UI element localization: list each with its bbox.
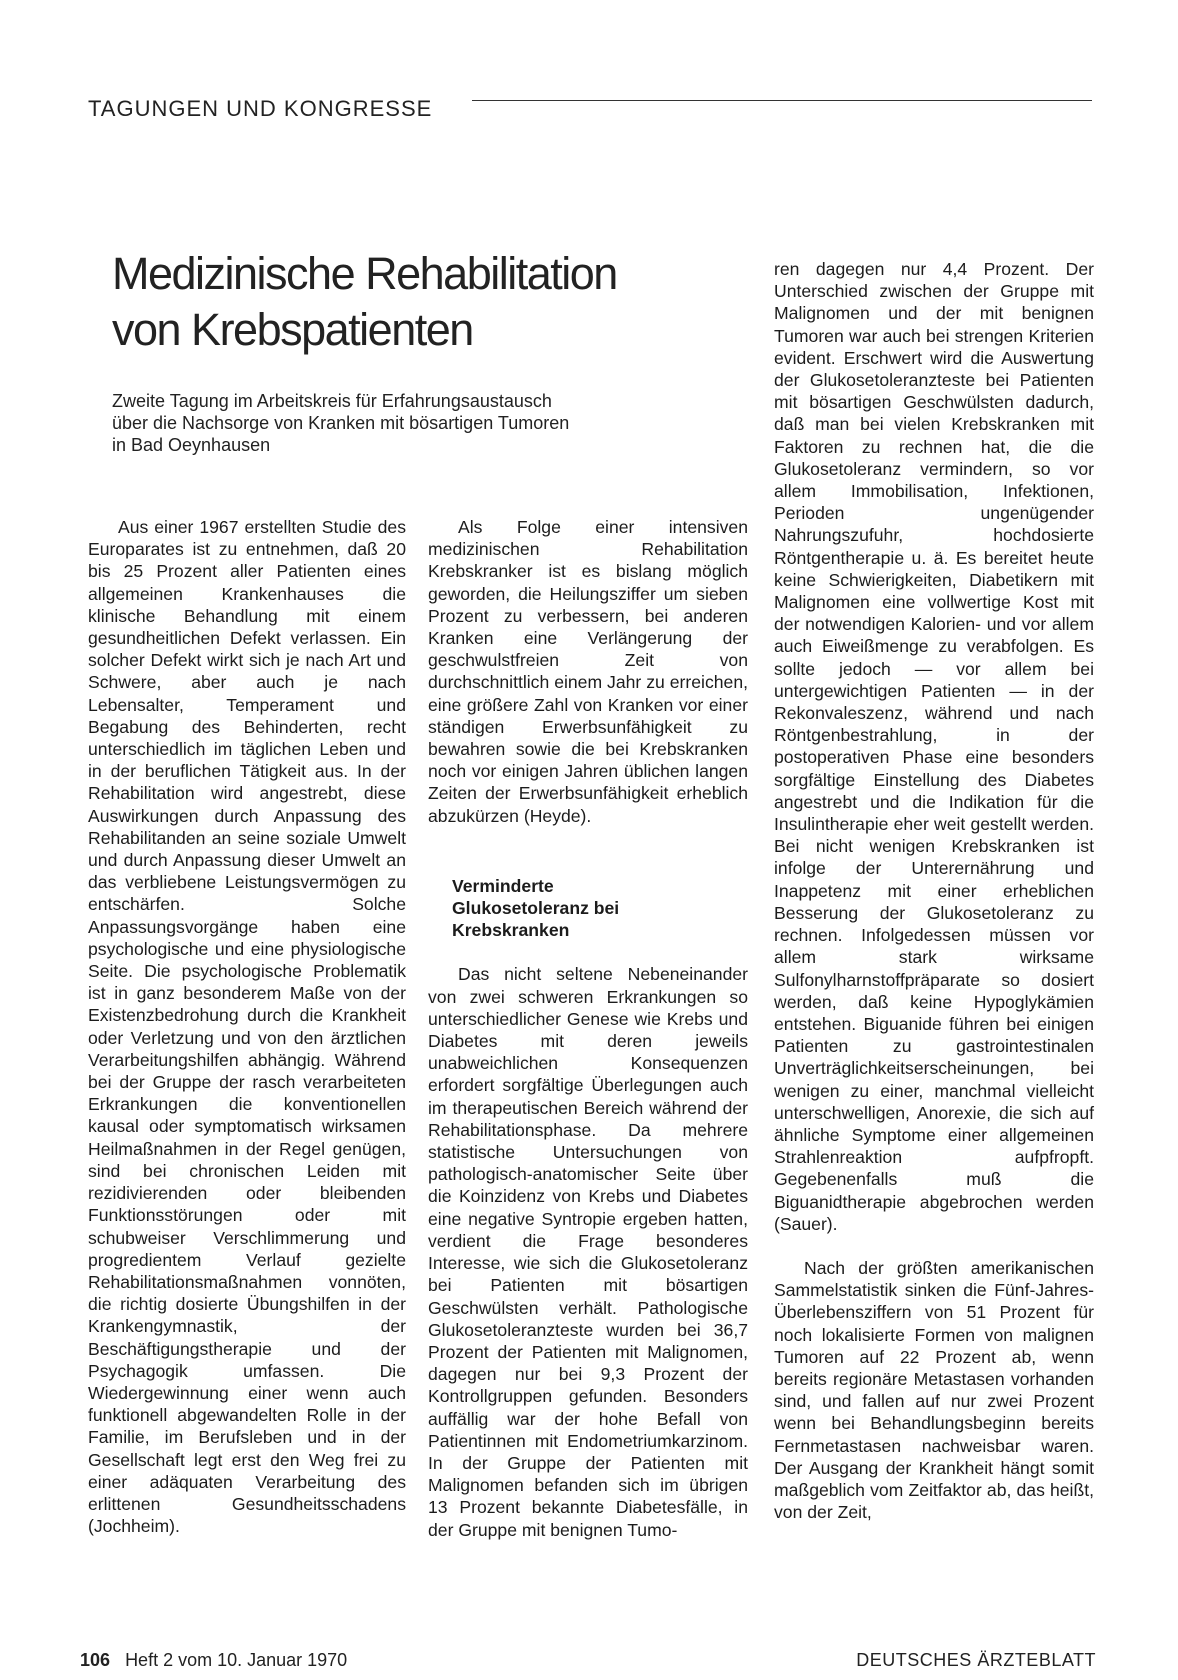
section-heading xyxy=(452,875,748,942)
text-column-3 xyxy=(774,258,1094,1523)
paragraph: Das nicht seltene Nebeneinander von zwei schweren Erkrankungen so unterschiedlicher Genese wie Krebs und Diabetes mit deren jeweils unabweichlichen Konsequenzen erfordert sorgfältige Überlegungen auch im therapeutischen Bereich während der Rehabilitationsphase. Da mehrere statistische Untersuchungen von pathologisch-anatomischer Seite über die Koinzidenz von Krebs und Diabetes eine negative Syntropie ergeben hatten, verdient die Frage besonderes Interesse, wie sich die Glukosetoleranz bei Patienten mit bösartigen Geschwülsten verhält. Pathologische Glukosetoleranzteste wurden bei 36,7 Prozent der Patienten mit Malignomen, dagegen nur bei 9,3 Prozent der Kontrollgruppen gefunden. Besonders auffällig war der hohe Befall von Patientinnen mit Endometriumkarzinom. In der Gruppe der Patienten mit Malignomen befanden sich im übrigen 13 Prozent bekannte Diabetesfälle, in der Gruppe mit benignen Tumo- xyxy=(428,964,748,1540)
text-column-2 xyxy=(428,516,748,1541)
journal-name: DEUTSCHES ÄRZTEBLATT xyxy=(856,1650,1096,1670)
section-rule xyxy=(472,100,1092,101)
article-title xyxy=(112,246,732,358)
paragraph: Nach der größten amerikanischen Sammelstatistik sinken die Fünf-Jahres-Überlebensziffern von 51 Prozent für noch lokalisierte Formen von malignen Tumoren auf 22 Prozent ab, wenn bereits regionäre Metastasen vorhanden sind, und fallen auf nur zwei Prozent wenn bei Behandlungsbeginn bereits Fernmetastasen nachweisbar waren. Der Ausgang der Krankheit hängt somit maßgeblich vom Zeitfaktor ab, das heißt, von der Zeit, xyxy=(774,1257,1094,1523)
subtitle-line-3: in Bad Oeynhausen xyxy=(112,435,271,455)
issue-info: Heft 2 vom 10. Januar 1970 xyxy=(125,1650,348,1670)
heading-line-1: Verminderte xyxy=(452,875,554,896)
paragraph: ren dagegen nur 4,4 Prozent. Der Unterschied zwischen der Gruppe mit Malignomen und der mit benignen Tumoren war auch bei strengen Kriterien evident. Erschwert wird die Auswertung der Glukosetoleranzteste bei Patienten mit bösartigen Geschwülsten dadurch, daß man bei vielen Krebskranken mit Faktoren zu rechnen hat, die die Glukosetoleranz vermindern, so vor allem Immobilisation, Infektionen, Perioden ungenügender Nahrungszufuhr, hochdosierte Röntgentherapie u. ä. Es bereitet heute keine Schwierigkeiten, Diabetikern mit Malignomen eine vollwertige Kost mit der notwendigen Kalorien- und vor allem auch Eiweißmenge zu verabfolgen. Es sollte jedoch — vor allem bei untergewichtigen Patienten — in der Rekonvaleszenz, während und nach Röntgenbestrahlung, in der postoperativen Phase eine besonders sorgfältige Einstellung des Diabetes angestrebt und die Indikation für die Insulintherapie eher weit gestellt werden. Bei nicht wenigen Krebskranken ist infolge der Unterernährung und Inappetenz mit einer erheblichen Besserung der Glukosetoleranz zu rechnen. Infolgedessen müssen vor allem stark wirksame Sulfonylharnstoffpräparate so dosiert werden, daß keine Hypoglykämien entstehen. Biguanide führen bei einigen Patienten zu gastrointestinalen Unverträglichkeitserscheinungen, bei wenigen zu einer, manchmal vielleicht unterschwelligen, Anorexie, die sich auf ähnliche Symptome einer allgemeinen Strahlenreaktion aufpfropft. Gegebenenfalls muß die Biguanidtherapie abgebrochen werden (Sauer). xyxy=(774,259,1094,1234)
heading-line-2: Glukosetoleranz bei xyxy=(452,898,620,919)
article-subtitle xyxy=(112,390,672,456)
title-line-1: Medizinische Rehabilitation xyxy=(112,248,617,299)
subtitle-line-2: über die Nachsorge von Kranken mit bösartigen Tumoren xyxy=(112,413,570,433)
subtitle-line-1: Zweite Tagung im Arbeitskreis für Erfahrungsaustausch xyxy=(112,391,552,411)
footer-page-info xyxy=(80,1650,347,1671)
title-line-2: von Krebspatienten xyxy=(112,304,473,355)
paragraph: Als Folge einer intensiven medizinischen Rehabilitation Krebskranker ist es bislang möglich geworden, die Heilungsziffer um sieben Prozent zu verbessern, bei anderen Kranken eine Verlängerung der geschwulstfreien Zeit von durchschnittlich einem Jahr zu erreichen, eine größere Zahl von Kranken vor einer ständigen Erwerbsunfähigkeit zu bewahren sowie die bei Krebskranken noch vor einigen Jahren üblichen langen Zeiten der Erwerbsunfähigkeit erheblich abzukürzen (Heyde). xyxy=(428,517,748,826)
heading-line-3: Krebskranken xyxy=(452,920,570,941)
text-column-1 xyxy=(88,516,406,1537)
paragraph: Aus einer 1967 erstellten Studie des Europarates ist zu entnehmen, daß 20 bis 25 Prozent aller Patienten eines allgemeinen Krankenhauses die klinische Behandlung mit einem gesundheitlichen Defekt verlassen. Ein solcher Defekt wirkt sich je nach Art und Schwere, aber auch je nach Lebensalter, Temperament und Begabung des Behinderten, recht unterschiedlich im täglichen Leben und in der beruflichen Tätigkeit aus. In der Rehabilitation wird angestrebt, diese Auswirkungen durch Anpassung des Rehabilitanden an seine soziale Umwelt und durch Anpassung dieser Umwelt an das verbliebene Leistungsvermögen zu entschärfen. Solche Anpassungsvorgänge haben eine psychologische und eine physiologische Seite. Die psychologische Problematik ist in ganz besonderem Maße von der Existenzbedrohung durch die Krankheit oder Verletzung und von den ärztlichen Verarbeitungshilfen abhängig. Während bei der Gruppe der rasch verarbeiteten Erkrankungen die konventionellen kausal oder symptomatisch wirksamen Heilmaßnahmen in der Regel genügen, sind bei chronischen Leiden mit rezidivierenden oder bleibenden Funktionsstörungen oder mit schubweiser Verschlimmerung und progredientem Verlauf gezielte Rehabilitationsmaßnahmen vonnöten, die richtig dosierte Übungshilfen in der Krankengymnastik, der Beschäftigungstherapie und der Psychagogik umfassen. Die Wiedergewinnung einer wenn auch funktionell abgewandelten Rolle in der Familie, im Berufsleben und in der Gesellschaft legt erst den Weg frei zu einer adäquaten Verarbeitung des erlittenen Gesundheitsschadens (Jochheim). xyxy=(88,517,406,1537)
section-label: TAGUNGEN UND KONGRESSE xyxy=(88,96,433,121)
page-number: 106 xyxy=(80,1650,111,1670)
